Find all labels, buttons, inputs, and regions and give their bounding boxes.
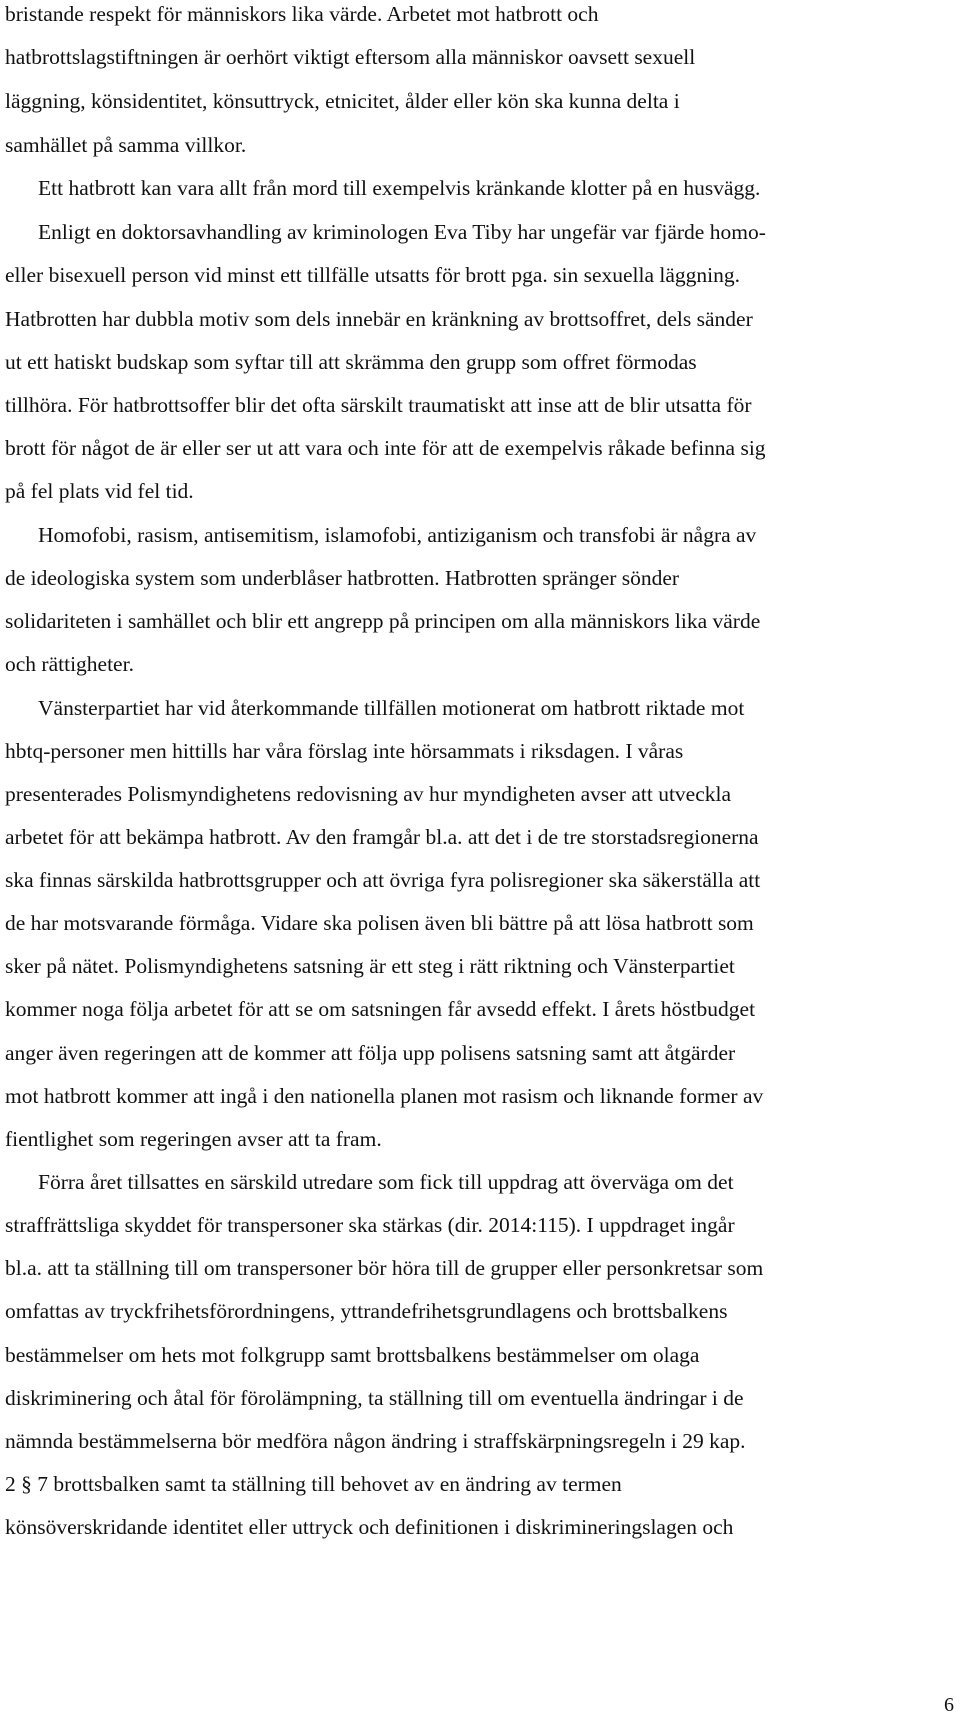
- text-line: fientlighet som regeringen avser att ta fram.: [5, 1127, 382, 1151]
- text-line: ska finnas särskilda hatbrottsgrupper och att övriga fyra polisregioner ska säkerställa att: [5, 868, 761, 892]
- text-line: Vänsterpartiet har vid återkommande tillfällen motionerat om hatbrott riktade mot: [38, 696, 745, 720]
- text-line: ut ett hatiskt budskap som syftar till att skrämma den grupp som offret förmodas: [5, 350, 697, 374]
- text-line: Förra året tillsattes en särskild utredare som fick till uppdrag att överväga om det: [38, 1170, 734, 1194]
- text-line: 2 § 7 brottsbalken samt ta ställning till behovet av en ändring av termen: [5, 1472, 622, 1496]
- text-line: de har motsvarande förmåga. Vidare ska polisen även bli bättre på att lösa hatbrott som: [5, 911, 754, 935]
- text-line: diskriminering och åtal för förolämpning, ta ställning till om eventuella ändringar i de: [5, 1386, 744, 1410]
- text-line: bestämmelser om hets mot folkgrupp samt brottsbalkens bestämmelser om olaga: [5, 1343, 700, 1367]
- text-line: de ideologiska system som underblåser hatbrotten. Hatbrotten spränger sönder: [5, 566, 680, 590]
- text-line: Ett hatbrott kan vara allt från mord till exempelvis kränkande klotter på en husvägg.: [38, 176, 761, 200]
- text-line: hbtq-personer men hittills har våra förslag inte hörsammats i riksdagen. I våras: [5, 739, 684, 763]
- text-line: straffrättsliga skyddet för transpersoner ska stärkas (dir. 2014:115). I uppdraget ingår: [5, 1213, 735, 1237]
- text-line: nämnda bestämmelserna bör medföra någon ändring i straffskärpningsregeln i 29 kap.: [5, 1429, 746, 1453]
- text-line: Hatbrotten har dubbla motiv som dels innebär en kränkning av brottsoffret, dels sänder: [5, 307, 753, 331]
- text-line: tillhöra. För hatbrottsoffer blir det ofta särskilt traumatiskt att inse att de blir utsatta för: [5, 393, 752, 417]
- text-line: på fel plats vid fel tid.: [5, 479, 194, 503]
- text-line: presenterades Polismyndighetens redovisning av hur myndigheten avser att utveckla: [5, 782, 732, 806]
- text-line: samhället på samma villkor.: [5, 133, 247, 157]
- text-line: arbetet för att bekämpa hatbrott. Av den framgår bl.a. att det i de tre storstadsregionerna: [5, 825, 759, 849]
- text-line: hatbrottslagstiftningen är oerhört viktigt eftersom alla människor oavsett sexuell: [5, 45, 696, 69]
- text-line: omfattas av tryckfrihetsförordningens, yttrandefrihetsgrundlagens och brottsbalkens: [5, 1299, 728, 1323]
- text-line: mot hatbrott kommer att ingå i den nationella planen mot rasism och liknande former av: [5, 1084, 764, 1108]
- text-line: sker på nätet. Polismyndighetens satsning är ett steg i rätt riktning och Vänsterpartiet: [5, 954, 735, 978]
- text-line: kommer noga följa arbetet för att se om satsningen får avsedd effekt. I årets höstbudget: [5, 997, 756, 1021]
- text-line: eller bisexuell person vid minst ett tillfälle utsatts för brott pga. sin sexuella läggning.: [5, 263, 741, 287]
- text-line: Homofobi, rasism, antisemitism, islamofobi, antiziganism och transfobi är några av: [38, 523, 757, 547]
- text-line: bristande respekt för människors lika värde. Arbetet mot hatbrott och: [5, 2, 599, 26]
- page-number: 6: [944, 1694, 954, 1716]
- text-line: solidariteten i samhället och blir ett angrepp på principen om alla människors lika värde: [5, 609, 761, 633]
- text-line: och rättigheter.: [5, 652, 134, 676]
- text-line: bl.a. att ta ställning till om transpersoner bör höra till de grupper eller personkretsar som: [5, 1256, 764, 1280]
- text-line: Enligt en doktorsavhandling av kriminologen Eva Tiby har ungefär var fjärde homo-: [38, 220, 766, 244]
- text-line: anger även regeringen att de kommer att följa upp polisens satsning samt att åtgärder: [5, 1041, 736, 1065]
- text-line: läggning, könsidentitet, könsuttryck, etnicitet, ålder eller kön ska kunna delta i: [5, 89, 680, 113]
- text-line: könsöverskridande identitet eller uttryck och definitionen i diskrimineringslagen och: [5, 1515, 734, 1539]
- text-line: brott för något de är eller ser ut att vara och inte för att de exempelvis råkade befinna sig: [5, 436, 766, 460]
